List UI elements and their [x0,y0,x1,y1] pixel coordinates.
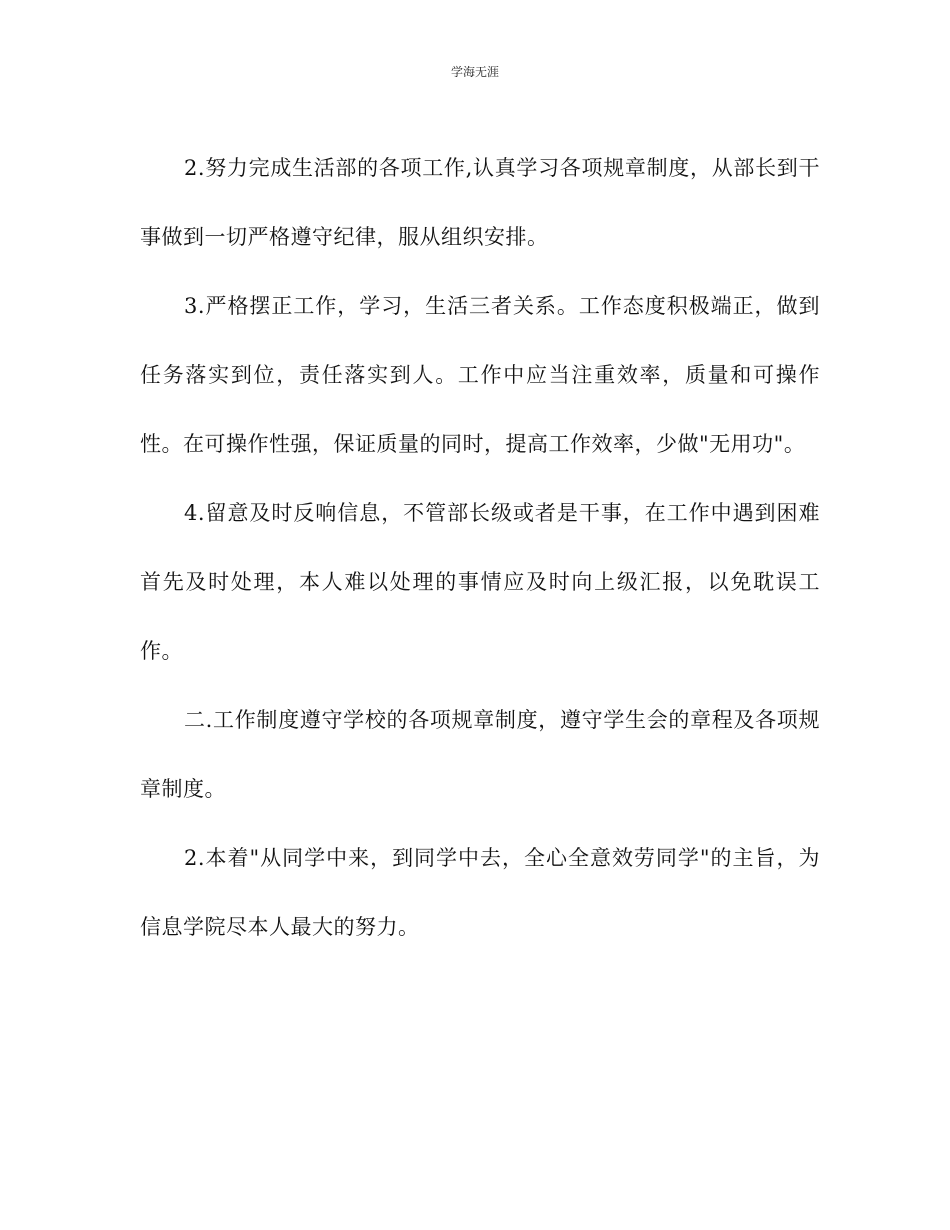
paragraph-serve-students: 2.本着"从同学中来，到同学中去，全心全意效劳同学"的主旨，为信息学院尽本人最大的努力。 [140,846,820,939]
paragraph-feedback-information: 4.留意及时反响信息，不管部长级或者是干事，在工作中遇到困难首先及时处理，本人难以处理的事情应及时向上级汇报，以免耽误工作。 [140,501,820,663]
document-body [140,134,820,962]
paragraph-life-department-work: 2.努力完成生活部的各项工作,认真学习各项规章制度，从部长到干事做到一切严格遵守纪律，服从组织安排。 [140,156,820,249]
paragraph-work-system: 二.工作制度遵守学校的各项规章制度，遵守学生会的章程及各项规章制度。 [140,708,820,801]
paragraph-work-study-life: 3.严格摆正工作，学习，生活三者关系。工作态度积极端正，做到任务落实到位，责任落实到人。工作中应当注重效率，质量和可操作性。在可操作性强，保证质量的同时，提高工作效率，少做"无用功"。 [140,294,820,456]
page-header: 学海无涯 [450,65,499,79]
